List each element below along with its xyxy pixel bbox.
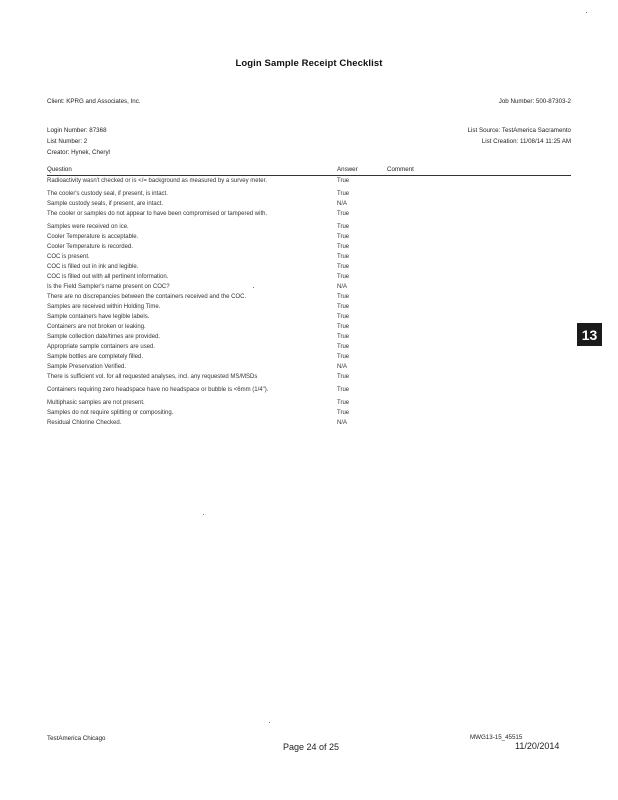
answer-cell: N/A <box>337 284 348 290</box>
table-row <box>47 410 571 417</box>
scan-speck <box>269 722 270 723</box>
table-row <box>47 201 571 208</box>
table-row <box>47 334 571 341</box>
table-row <box>47 304 571 311</box>
answer-cell: True <box>337 234 350 240</box>
footer-lab: TestAmerica Chicago <box>47 735 106 742</box>
footer-doc-id: MWG13-15_45515 <box>470 734 523 741</box>
answer-cell: True <box>337 344 350 350</box>
question-cell: Sample bottles are completely filled. <box>47 354 144 360</box>
answer-cell: True <box>337 410 350 416</box>
question-cell: The cooler's custody seal, if present, is intact. <box>47 191 168 197</box>
table-row <box>47 420 571 427</box>
page-title: Login Sample Receipt Checklist <box>235 58 383 69</box>
question-cell: Sample custody seals, if present, are intact. <box>47 201 164 207</box>
answer-cell: True <box>337 387 350 393</box>
answer-cell: True <box>337 224 350 230</box>
question-cell: COC is filled out in ink and legible. <box>47 264 139 270</box>
answer-cell: True <box>337 400 350 406</box>
answer-cell: N/A <box>337 201 348 207</box>
question-cell: COC is present. <box>47 254 90 260</box>
table-row <box>47 374 571 381</box>
table-row <box>47 234 571 241</box>
answer-cell: True <box>337 294 350 300</box>
answer-cell: True <box>337 374 350 380</box>
answer-column-header: Answer <box>337 166 358 173</box>
comment-column-header: Comment <box>387 166 414 173</box>
header-divider <box>47 175 571 176</box>
table-row <box>47 224 571 231</box>
table-row <box>47 274 571 281</box>
question-cell: Samples were received on ice. <box>47 224 129 230</box>
login-number: Login Number: 87368 <box>47 127 107 134</box>
question-cell: Residual Chlorine Checked. <box>47 420 122 426</box>
answer-cell: True <box>337 274 350 280</box>
table-row <box>47 191 571 198</box>
answer-cell: True <box>337 244 350 250</box>
answer-cell: True <box>337 334 350 340</box>
question-cell: Appropriate sample containers are used. <box>47 344 156 350</box>
answer-cell: True <box>337 314 350 320</box>
table-row <box>47 314 571 321</box>
page-number: Page 24 of 25 <box>283 742 340 752</box>
table-row <box>47 294 571 301</box>
job-number: Job Number: 500-87303-2 <box>498 98 571 105</box>
table-row <box>47 324 571 331</box>
question-cell: Sample containers have legible labels. <box>47 314 150 320</box>
question-column-header: Question <box>47 166 72 173</box>
question-cell: There is sufficient vol. for all requested analyses, incl. any requested MS/MSDs <box>47 374 258 380</box>
question-cell: Samples are received within Holding Time. <box>47 304 161 310</box>
question-cell: Containers requiring zero headspace have no headspace or bubble is <6mm (1/4"). <box>47 387 269 393</box>
answer-cell: True <box>337 191 350 197</box>
answer-cell: N/A <box>337 364 348 370</box>
answer-cell: True <box>337 264 350 270</box>
answer-cell: True <box>337 324 350 330</box>
question-cell: There are no discrepancies between the containers received and the COC. <box>47 294 247 300</box>
question-cell: Cooler Temperature is acceptable. <box>47 234 139 240</box>
question-cell: Is the Field Sampler's name present on COC? <box>47 284 170 290</box>
table-row <box>47 344 571 351</box>
table-row <box>47 364 571 371</box>
question-cell: Samples do not require splitting or compositing. <box>47 410 174 416</box>
table-row <box>47 354 571 361</box>
table-row <box>47 400 571 407</box>
table-row <box>47 178 571 185</box>
answer-cell: True <box>337 354 350 360</box>
answer-cell: True <box>337 254 350 260</box>
checklist-table <box>47 178 571 430</box>
table-row <box>47 211 571 218</box>
question-cell: Multiphasic samples are not present. <box>47 400 145 406</box>
table-row <box>47 244 571 251</box>
question-cell: The cooler or samples do not appear to have been compromised or tampered with. <box>47 211 268 217</box>
question-cell: Radioactivity wasn't checked or is </= background as measured by a survey meter. <box>47 178 267 184</box>
creator: Creator: Hynek, Cheryl <box>47 149 110 156</box>
answer-cell: True <box>337 304 350 310</box>
question-cell: Sample Preservation Verified. <box>47 364 127 370</box>
section-tab: 13 <box>577 323 602 346</box>
footer-date: 11/20/2014 <box>515 741 560 751</box>
scan-speck <box>203 514 204 515</box>
table-row <box>47 254 571 261</box>
answer-cell: N/A <box>337 420 348 426</box>
question-cell: Sample collection date/times are provided. <box>47 334 161 340</box>
table-row <box>47 264 571 271</box>
question-cell: Cooler Temperature is recorded. <box>47 244 133 250</box>
table-row <box>47 284 571 291</box>
answer-cell: True <box>337 211 350 217</box>
question-cell: Containers are not broken or leaking. <box>47 324 146 330</box>
answer-cell: True <box>337 178 350 184</box>
scan-speck <box>586 12 587 13</box>
list-number: List Number: 2 <box>47 138 88 145</box>
list-creation: List Creation: 11/08/14 11:25 AM <box>481 138 571 145</box>
question-cell: COC is filled out with all pertinent information. <box>47 274 169 280</box>
list-source: List Source: TestAmerica Sacramento <box>467 127 571 134</box>
scan-speck <box>253 287 254 288</box>
client-name: Client: KPRG and Associates, Inc. <box>47 98 141 105</box>
table-row <box>47 387 571 394</box>
